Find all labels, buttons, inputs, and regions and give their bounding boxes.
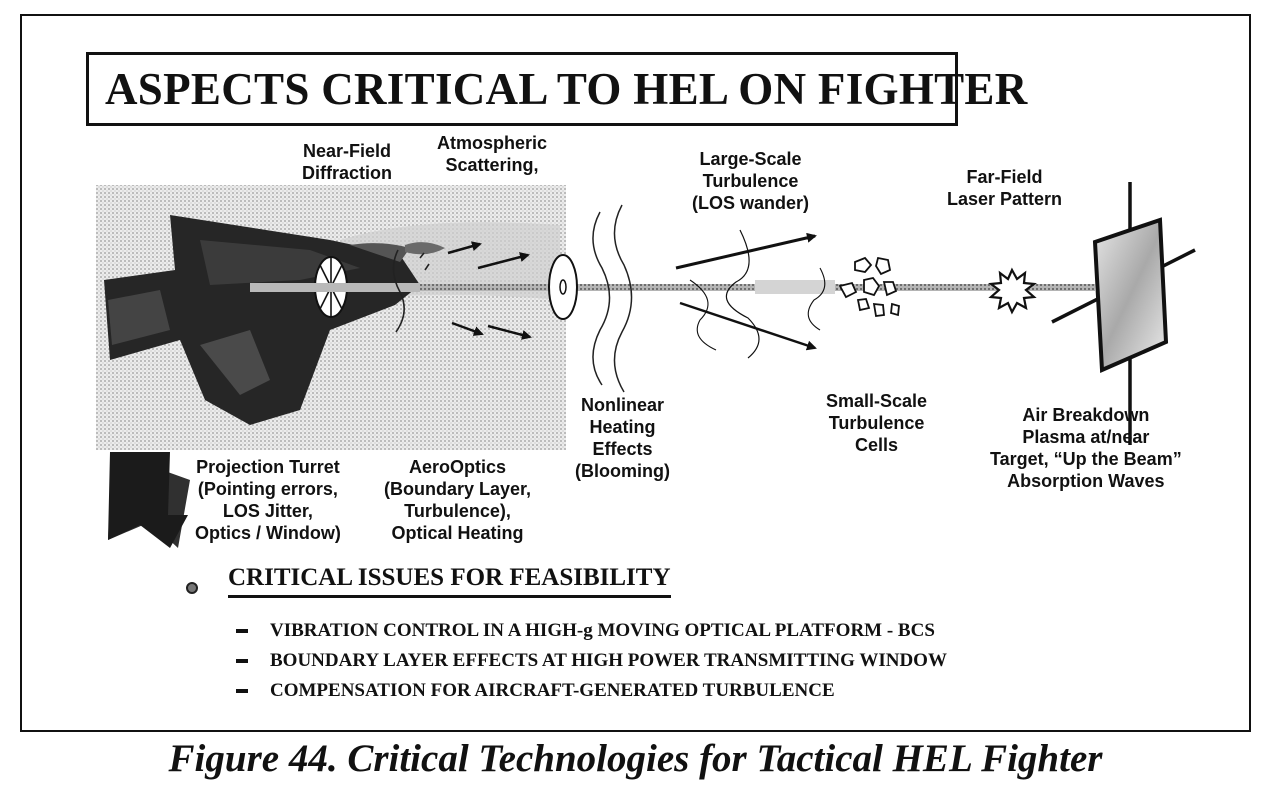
small-scale-turbulence-cells <box>840 258 899 316</box>
turret-label-line: Optics / Window) <box>195 523 341 543</box>
atmospheric-label <box>437 132 547 176</box>
blooming-waves <box>593 205 632 392</box>
small-scale-label <box>826 390 927 456</box>
nonlinear-label-line: Effects <box>592 439 653 459</box>
issues-heading: CRITICAL ISSUES FOR FEASIBILITY <box>228 564 671 598</box>
dash-icon <box>236 689 248 693</box>
nonlinear-label-line: Heating <box>589 417 656 437</box>
large-scale-label-line: Turbulence <box>702 171 799 191</box>
atmospheric-label-line: Atmospheric <box>437 133 548 153</box>
aerooptics-label-line: (Boundary Layer, <box>384 479 532 499</box>
page-title: ASPECTS CRITICAL TO HEL ON FIGHTER <box>105 64 1028 114</box>
large-scale-label <box>692 148 809 214</box>
issue-text: BOUNDARY LAYER EFFECTS AT HIGH POWER TRANSMITTING WINDOW <box>270 650 947 671</box>
aerooptics-label-line: AeroOptics <box>409 457 507 477</box>
dash-icon <box>236 629 248 633</box>
issue-item <box>236 650 947 672</box>
turret-label-line: LOS Jitter, <box>222 501 313 521</box>
aerooptics-label-line: Optical Heating <box>391 523 524 543</box>
turret-label-line: (Pointing errors, <box>197 479 338 499</box>
issue-item <box>236 620 935 642</box>
near-field-label-line: Diffraction <box>302 163 392 183</box>
aerooptics-label-line: Turbulence), <box>404 501 511 521</box>
title-box <box>86 52 1028 126</box>
turret-label <box>195 456 341 544</box>
air-breakdown-label-line: Plasma at/near <box>1022 427 1150 447</box>
issue-text: COMPENSATION FOR AIRCRAFT-GENERATED TURBULENCE <box>270 680 835 701</box>
far-field-label-line: Laser Pattern <box>947 189 1063 209</box>
air-breakdown-label <box>990 404 1182 492</box>
small-scale-label-line: Turbulence <box>828 413 925 433</box>
atmospheric-label-line: Scattering, <box>445 155 539 175</box>
turret-label-line: Projection Turret <box>196 457 340 477</box>
issue-text: VIBRATION CONTROL IN A HIGH-g MOVING OPTICAL PLATFORM - BCS <box>270 620 935 641</box>
dash-icon <box>236 659 248 663</box>
far-field-label <box>947 166 1062 210</box>
large-scale-label-line: Large-Scale <box>699 149 802 169</box>
nonlinear-label <box>575 394 670 482</box>
near-field-label-line: Near-Field <box>302 141 392 161</box>
beam-lens <box>549 255 577 319</box>
large-scale-label-line: (LOS wander) <box>692 193 810 213</box>
nonlinear-label-line: (Blooming) <box>575 461 670 481</box>
issue-item <box>236 680 835 702</box>
air-breakdown-label-line: Absorption Waves <box>1007 471 1165 491</box>
small-scale-label-line: Small-Scale <box>826 391 928 411</box>
far-field-label-line: Far-Field <box>966 167 1043 187</box>
figure-caption: Figure 44. Critical Technologies for Tactical HEL Fighter <box>168 737 1103 780</box>
far-field-starburst <box>991 270 1034 312</box>
nonlinear-label-line: Nonlinear <box>580 395 664 415</box>
issues-bullet-icon <box>186 582 198 594</box>
near-field-label <box>302 140 392 184</box>
aerooptics-label <box>384 456 531 544</box>
small-scale-label-line: Cells <box>855 435 899 455</box>
air-breakdown-label-line: Air Breakdown <box>1022 405 1150 425</box>
air-breakdown-label-line: Target, “Up the Beam” <box>990 449 1182 469</box>
